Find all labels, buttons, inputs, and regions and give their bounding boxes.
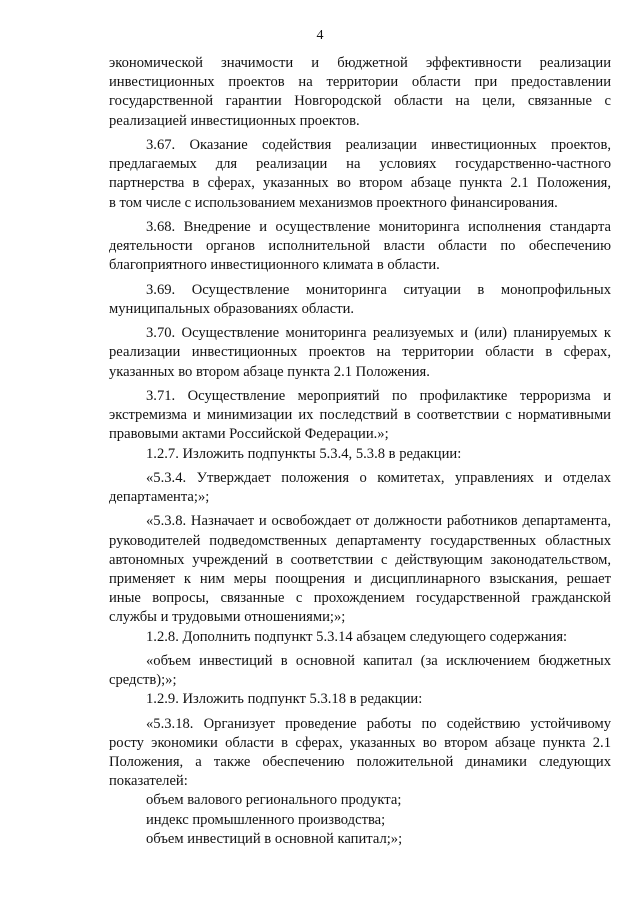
paragraph-3-71 [109,387,611,445]
paragraph-obem-investiciy [109,652,611,690]
text-line: 3.70. Осуществление мониторинга реализуемых и (или) планируемых к [146,325,611,342]
text-line: Положения, а также обеспечению положительной динамики следующих [109,754,611,771]
indicator-list [109,791,611,849]
paragraph-5-3-8 [109,512,611,627]
text-line: государственной гарантии Новгородской области на цели, связанные с [109,93,611,110]
text-line: применяет к ним меры поощрения и дисциплинарного взыскания, решает [109,571,611,587]
text-line: реализацией инвестиционных проектов. [109,112,360,129]
paragraph-1-2-7 [109,445,611,464]
list-item: объем инвестиций в основной капитал;»; [146,830,403,847]
text-line: росту экономики области в сферах, указанных во втором абзаце пункта 2.1 [109,734,611,751]
text-line: реализации инвестиционных проектов на территории области в сферах, [109,344,611,361]
text-line: департамента;»; [109,489,210,506]
text-line: 1.2.8. Дополнить подпункт 5.3.14 абзацем следующего содержания: [146,628,568,645]
text-line: средств);»; [109,672,177,689]
text-line: службы и трудовыми отношениями;»; [109,609,346,626]
text-line: 3.71. Осуществление мероприятий по профилактике терроризма и [146,387,611,404]
page-number: 4 [316,28,324,43]
text-line: инвестиционных проектов на территории области при предоставлении [109,74,611,91]
text-line: в том числе с использованием механизмов проектного финансирования. [109,194,558,211]
text-line: экономической значимости и бюджетной эффективности реализации [109,55,611,71]
text-line: муниципальных образованиях области. [109,300,355,317]
paragraph-3-68 [109,218,611,276]
text-line: «5.3.8. Назначает и освобождает от должности работников департамента, [146,513,611,530]
text-line: благоприятного инвестиционного климата в области. [109,257,440,274]
text-line: «5.3.4. Утверждает положения о комитетах, управлениях и отделах [146,469,611,486]
paragraph-1-2-9 [109,690,611,709]
document-body [109,54,611,849]
text-line: партнерства в сферах, указанных во втором абзаце пункта 2.1 Положения, [109,175,611,192]
text-line: автономных учреждений в соответствии с действующим законодательством, [109,551,611,568]
text-line: показателей: [109,773,188,790]
paragraph-3-67 [109,136,611,213]
text-line: «объем инвестиций в основной капитал (за исключением бюджетных [146,652,611,669]
text-line: правовыми актами Российской Федерации.»; [109,426,389,443]
text-line: 3.69. Осуществление мониторинга ситуации в монопрофильных [146,281,611,298]
text-line: указанных во втором абзаце пункта 2.1 Положения. [109,363,430,380]
list-item: объем валового регионального продукта; [146,792,402,809]
paragraph-continuation [109,54,611,131]
paragraph-3-69 [109,281,611,319]
text-line: экстремизма и минимизации их последствий в соответствии с нормативными [109,407,611,424]
text-line: «5.3.18. Организует проведение работы по содействию устойчивому [146,715,611,732]
paragraph-3-70 [109,324,611,382]
paragraph-1-2-8 [109,628,611,647]
paragraph-5-3-18 [109,715,611,792]
list-item: индекс промышленного производства; [146,811,386,828]
text-line: 1.2.7. Изложить подпункты 5.3.4, 5.3.8 в редакции: [146,445,462,462]
text-line: 1.2.9. Изложить подпункт 5.3.18 в редакции: [146,691,423,708]
paragraph-5-3-4 [109,469,611,507]
text-line: предлагаемых для реализации на условиях государственно-частного [109,156,611,173]
text-line: 3.68. Внедрение и осуществление мониторинга исполнения стандарта [146,218,611,235]
text-line: иные вопросы, связанные с прохождением государственной гражданской [109,590,611,607]
text-line: руководителей подведомственных департаменту государственных областных [109,532,611,549]
text-line: 3.67. Оказание содействия реализации инвестиционных проектов, [146,136,611,153]
text-line: деятельности органов исполнительной власти области по обеспечению [109,238,611,255]
